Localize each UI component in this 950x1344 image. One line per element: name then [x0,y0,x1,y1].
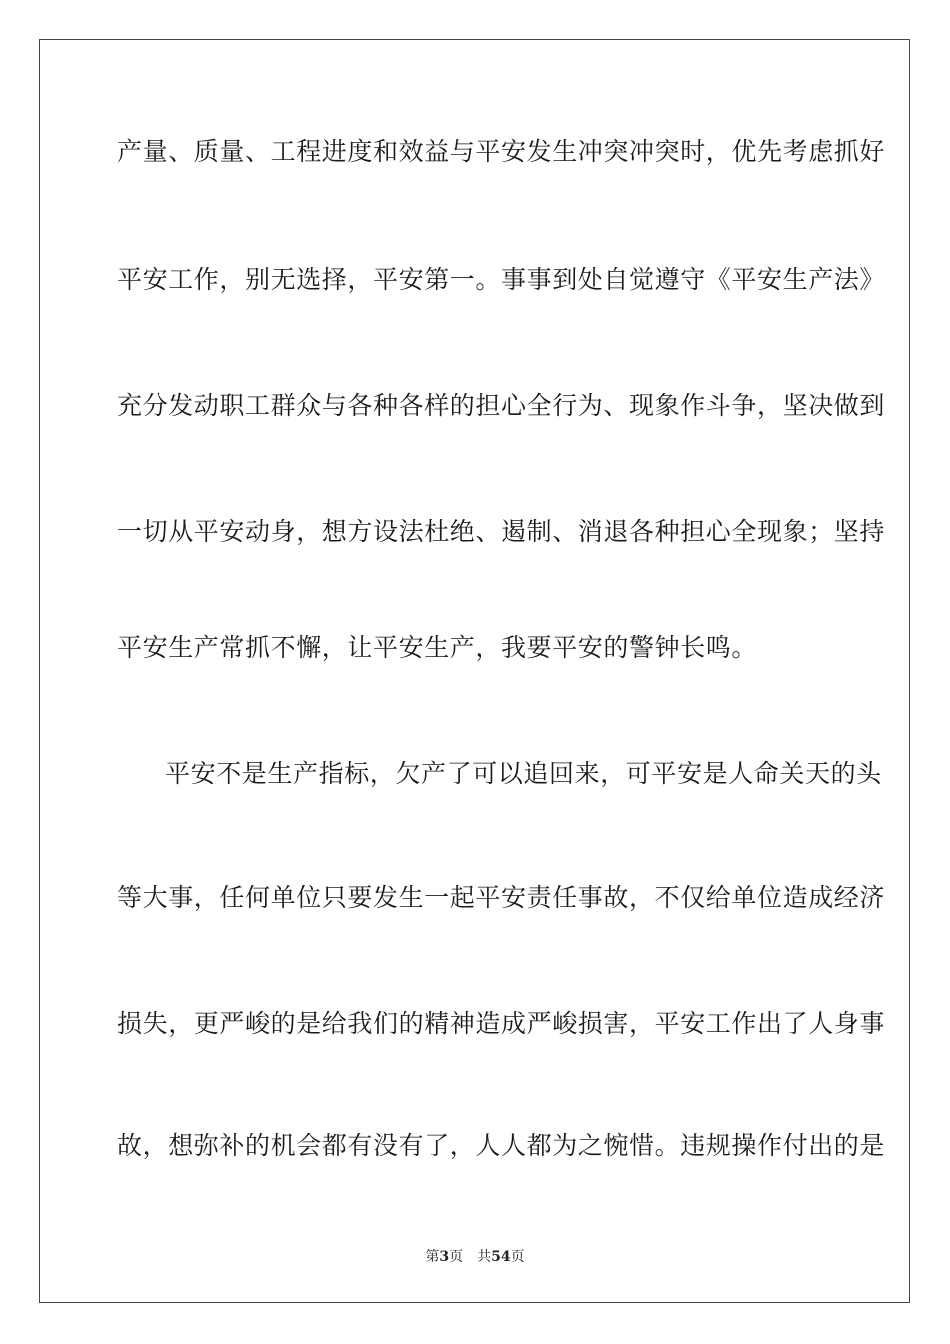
total-pages-number: 54 [491,1249,511,1265]
paragraph-start-line: 平安不是生产指标，欠产了可以追回来，可平安是人命关天的头 [165,759,882,788]
text-line-7: 等大事，任何单位只要发生一起平安责任事故，不仅给单位造成经济 [117,883,886,912]
text-line-8: 损失，更严峻的是给我们的精神造成严峻损害，平安工作出了人身事 [117,1009,886,1038]
page-border [39,39,910,1303]
text-line-9: 故，想弥补的机会都有没有了，人人都为之惋惜。违规操作付出的是 [117,1131,886,1160]
text-line-2: 平安工作，别无选择，平安第一。事事到处自觉遵守《平安生产法》 [117,265,886,294]
page-suffix: 页 [449,1249,464,1265]
text-line-4: 一切从平安动身，想方设法杜绝、遏制、消退各种担心全现象；坚持 [117,517,886,546]
page-footer [0,1248,950,1266]
total-prefix: 共 [477,1249,492,1265]
text-line-3: 充分发动职工群众与各种各样的担心全行为、现象作斗争，坚决做到 [117,391,886,420]
total-suffix: 页 [510,1249,525,1265]
text-line-5: 平安生产常抓不懈，让平安生产，我要平安的警钟长鸣。 [117,633,758,662]
page-prefix: 第 [425,1249,440,1265]
text-line-1: 产量、质量、工程进度和效益与平安发生冲突冲突时，优先考虑抓好 [117,137,886,166]
current-page-number: 3 [439,1249,450,1265]
